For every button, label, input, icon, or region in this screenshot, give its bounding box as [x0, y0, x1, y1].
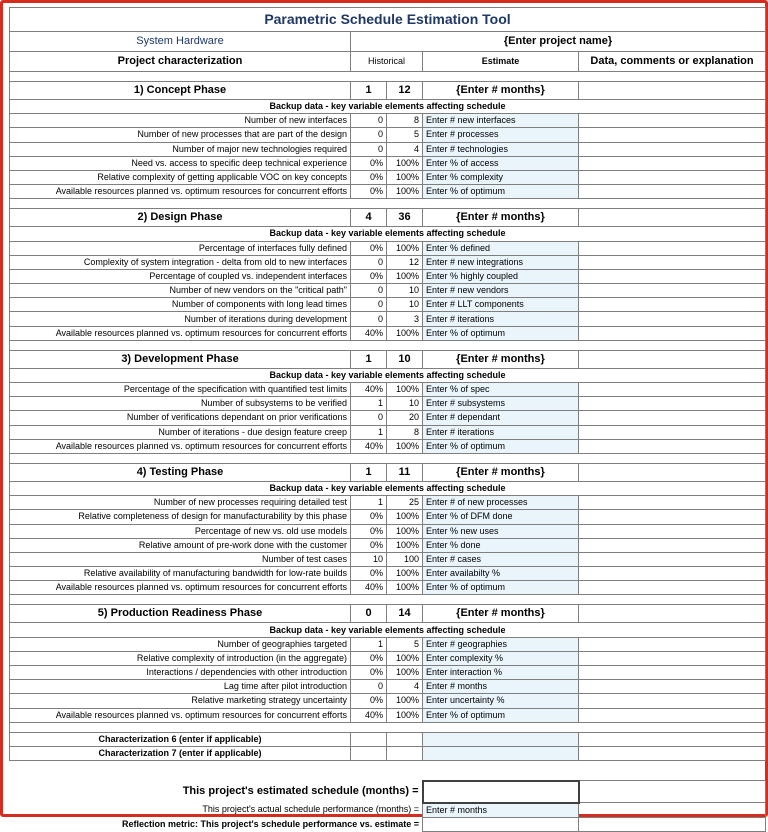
variable-label: Lag time after pilot introduction	[10, 680, 351, 694]
estimate-input[interactable]: Enter % defined	[423, 241, 579, 255]
table-row	[10, 666, 766, 680]
historical-high: 10	[387, 397, 423, 411]
historical-high: 10	[387, 298, 423, 312]
spacer-cell	[10, 722, 766, 732]
estimated-comment[interactable]	[579, 781, 766, 803]
table-row	[10, 411, 766, 425]
phase-estimate-months[interactable]: {Enter # months}	[423, 209, 579, 227]
backup-heading: Backup data - key variable elements affecting schedule	[10, 100, 766, 114]
historical-low: 0	[351, 255, 387, 269]
variable-label: Available resources planned vs. optimum resources for concurrent efforts	[10, 185, 351, 199]
table-row	[10, 156, 766, 170]
phase-historical-high: 36	[387, 209, 423, 227]
variable-label: Available resources planned vs. optimum resources for concurrent efforts	[10, 326, 351, 340]
spacer-cell	[10, 340, 766, 350]
spacer-cell	[10, 761, 766, 771]
historical-low: 0%	[351, 694, 387, 708]
table-row	[10, 298, 766, 312]
backup-heading-row	[10, 481, 766, 495]
historical-low: 0%	[351, 185, 387, 199]
spacer-row	[10, 771, 766, 781]
spacer-row	[10, 340, 766, 350]
actual-schedule-input[interactable]: Enter # months	[423, 803, 579, 818]
spacer-row	[10, 199, 766, 209]
estimate-input[interactable]: Enter complexity %	[423, 651, 579, 665]
variable-label: Relative complexity of getting applicable VOC on key concepts	[10, 170, 351, 184]
comment-cell[interactable]	[579, 255, 766, 269]
estimate-input[interactable]: Enter # technologies	[423, 142, 579, 156]
estimate-input[interactable]: Enter % done	[423, 538, 579, 552]
spacer-cell	[10, 72, 766, 82]
historical-high: 25	[387, 496, 423, 510]
historical-low: 0	[351, 284, 387, 298]
variable-label: Percentage of new vs. old use models	[10, 524, 351, 538]
page-title: Parametric Schedule Estimation Tool	[10, 8, 766, 32]
comment-cell[interactable]	[579, 156, 766, 170]
historical-low: 0%	[351, 241, 387, 255]
table-row	[10, 284, 766, 298]
backup-heading: Backup data - key variable elements affecting schedule	[10, 227, 766, 241]
historical-high: 100%	[387, 383, 423, 397]
actual-comment[interactable]	[579, 803, 766, 818]
phase-comment-cell[interactable]	[579, 82, 766, 100]
variable-label: Number of new processes requiring detailed test	[10, 496, 351, 510]
comment-cell[interactable]	[579, 170, 766, 184]
variable-label: Interactions / dependencies with other introduction	[10, 666, 351, 680]
spacer-row	[10, 72, 766, 82]
estimated-schedule-row	[10, 781, 766, 803]
historical-low: 0	[351, 411, 387, 425]
comment-cell[interactable]	[579, 326, 766, 340]
characterization-6-row	[10, 732, 766, 746]
comment-cell[interactable]	[579, 411, 766, 425]
variable-label: Number of verifications dependant on prior verifications	[10, 411, 351, 425]
phase-historical-high: 14	[387, 605, 423, 623]
historical-high: 100%	[387, 581, 423, 595]
phase-title: 2) Design Phase	[10, 209, 351, 227]
phase-estimate-months[interactable]: {Enter # months}	[423, 605, 579, 623]
estimate-input[interactable]: Enter % of access	[423, 156, 579, 170]
spacer-cell	[10, 771, 766, 781]
char7-high[interactable]	[387, 746, 423, 760]
phase-estimate-months[interactable]: {Enter # months}	[423, 82, 579, 100]
historical-low: 0	[351, 142, 387, 156]
char7-comment[interactable]	[579, 746, 766, 760]
spacer-row	[10, 722, 766, 732]
phase-row	[10, 463, 766, 481]
estimate-input[interactable]: Enter availabilty %	[423, 567, 579, 581]
phase-title: 5) Production Readiness Phase	[10, 605, 351, 623]
phase-title: 3) Development Phase	[10, 350, 351, 368]
historical-high: 4	[387, 680, 423, 694]
char6-comment[interactable]	[579, 732, 766, 746]
variable-label: Percentage of coupled vs. independent interfaces	[10, 269, 351, 283]
estimate-input[interactable]: Enter % of spec	[423, 383, 579, 397]
phase-historical-low: 1	[351, 82, 387, 100]
phase-historical-low: 1	[351, 463, 387, 481]
comment-cell[interactable]	[579, 185, 766, 199]
variable-label: Relative marketing strategy uncertainty	[10, 694, 351, 708]
variable-label: Relative availability of manufacturing bandwidth for low-rate builds	[10, 567, 351, 581]
historical-low: 1	[351, 637, 387, 651]
estimate-input[interactable]: Enter uncertainty %	[423, 694, 579, 708]
historical-high: 5	[387, 637, 423, 651]
estimated-schedule-output	[423, 781, 579, 803]
table-row	[10, 510, 766, 524]
comment-cell[interactable]	[579, 581, 766, 595]
backup-heading-row	[10, 100, 766, 114]
historical-low: 0%	[351, 666, 387, 680]
estimated-schedule-label: This project's estimated schedule (months) =	[182, 785, 419, 798]
estimate-input[interactable]: Enter % complexity	[423, 170, 579, 184]
variable-label: Number of major new technologies required	[10, 142, 351, 156]
variable-label: Available resources planned vs. optimum resources for concurrent efforts	[10, 581, 351, 595]
comment-cell[interactable]	[579, 637, 766, 651]
spacer-row	[10, 761, 766, 771]
comment-cell[interactable]	[579, 538, 766, 552]
phase-historical-high: 12	[387, 82, 423, 100]
table-row	[10, 326, 766, 340]
table-row	[10, 312, 766, 326]
phase-comment-cell[interactable]	[579, 605, 766, 623]
comment-cell[interactable]	[579, 269, 766, 283]
phase-row	[10, 82, 766, 100]
variable-label: Number of new processes that are part of the design	[10, 128, 351, 142]
historical-low: 0%	[351, 524, 387, 538]
comment-cell[interactable]	[579, 708, 766, 722]
historical-low: 40%	[351, 383, 387, 397]
estimate-input[interactable]: Enter % new uses	[423, 524, 579, 538]
historical-high: 10	[387, 284, 423, 298]
estimate-input[interactable]: Enter % of optimum	[423, 326, 579, 340]
historical-high: 4	[387, 142, 423, 156]
variable-label: Relative amount of pre-work done with the customer	[10, 538, 351, 552]
historical-low: 1	[351, 425, 387, 439]
historical-low: 10	[351, 552, 387, 566]
phase-comment-cell[interactable]	[579, 350, 766, 368]
estimate-input[interactable]: Enter % of optimum	[423, 439, 579, 453]
phase-title: 1) Concept Phase	[10, 82, 351, 100]
char6-estimate[interactable]	[423, 732, 579, 746]
table-row	[10, 651, 766, 665]
historical-high: 20	[387, 411, 423, 425]
estimate-input[interactable]: Enter # new integrations	[423, 255, 579, 269]
comment-cell[interactable]	[579, 439, 766, 453]
reflection-metric-label: Reflection metric: This project's schedule performance vs. estimate =	[122, 818, 419, 829]
actual-schedule-label: This project's actual schedule performance (months) =	[202, 804, 419, 815]
variable-label: Number of test cases	[10, 552, 351, 566]
historical-low: 0	[351, 298, 387, 312]
phase-historical-high: 11	[387, 463, 423, 481]
characterization-7-row	[10, 746, 766, 760]
historical-high: 8	[387, 425, 423, 439]
table-row	[10, 142, 766, 156]
char6-high[interactable]	[387, 732, 423, 746]
estimate-input[interactable]: Enter # new vendors	[423, 284, 579, 298]
char7-low[interactable]	[351, 746, 387, 760]
historical-high: 100%	[387, 708, 423, 722]
historical-high: 100%	[387, 666, 423, 680]
title-row	[10, 8, 766, 32]
comment-cell[interactable]	[579, 666, 766, 680]
backup-heading-row	[10, 623, 766, 637]
characterization-7-label: Characterization 7 (enter if applicable)	[10, 746, 351, 760]
phase-historical-low: 4	[351, 209, 387, 227]
table-row	[10, 708, 766, 722]
phase-row	[10, 350, 766, 368]
historical-low: 0	[351, 680, 387, 694]
variable-label: Number of iterations - due design feature creep	[10, 425, 351, 439]
actual-schedule-row	[10, 803, 766, 818]
historical-low: 40%	[351, 581, 387, 595]
estimation-sheet	[9, 7, 766, 832]
estimate-input[interactable]: Enter # cases	[423, 552, 579, 566]
table-row	[10, 241, 766, 255]
historical-low: 40%	[351, 439, 387, 453]
spacer-row	[10, 453, 766, 463]
historical-high: 5	[387, 128, 423, 142]
historical-low: 1	[351, 397, 387, 411]
table-row	[10, 114, 766, 128]
comment-cell[interactable]	[579, 680, 766, 694]
table-row	[10, 170, 766, 184]
historical-high: 100%	[387, 326, 423, 340]
historical-low: 0	[351, 128, 387, 142]
table-row	[10, 637, 766, 651]
historical-high: 100%	[387, 185, 423, 199]
backup-heading-row	[10, 227, 766, 241]
reflection-comment[interactable]	[579, 817, 766, 831]
comment-cell[interactable]	[579, 284, 766, 298]
backup-heading: Backup data - key variable elements affecting schedule	[10, 368, 766, 382]
table-row	[10, 439, 766, 453]
comment-cell[interactable]	[579, 142, 766, 156]
variable-label: Number of new interfaces	[10, 114, 351, 128]
historical-low: 0%	[351, 156, 387, 170]
spacer-cell	[10, 199, 766, 209]
variable-label: Relative completeness of design for manufacturability by this phase	[10, 510, 351, 524]
estimate-input[interactable]: Enter % of DFM done	[423, 510, 579, 524]
column-header-row	[10, 52, 766, 72]
historical-high: 100%	[387, 567, 423, 581]
table-row	[10, 128, 766, 142]
historical-low: 0%	[351, 651, 387, 665]
table-row	[10, 524, 766, 538]
variable-label: Number of components with long lead times	[10, 298, 351, 312]
comment-cell[interactable]	[579, 241, 766, 255]
historical-low: 0%	[351, 510, 387, 524]
historical-low: 0	[351, 114, 387, 128]
historical-high: 100%	[387, 269, 423, 283]
historical-high: 100%	[387, 241, 423, 255]
reflection-metric-output	[423, 817, 579, 831]
table-row	[10, 269, 766, 283]
historical-high: 100%	[387, 170, 423, 184]
historical-low: 0%	[351, 269, 387, 283]
historical-low: 0%	[351, 567, 387, 581]
historical-header: Historical	[351, 52, 423, 72]
table-row	[10, 185, 766, 199]
table-row	[10, 496, 766, 510]
char6-low[interactable]	[351, 732, 387, 746]
reflection-row	[10, 817, 766, 831]
phase-historical-low: 1	[351, 350, 387, 368]
comment-cell[interactable]	[579, 298, 766, 312]
system-hardware-label: System Hardware	[10, 32, 351, 52]
estimate-input[interactable]: Enter interaction %	[423, 666, 579, 680]
comment-cell[interactable]	[579, 383, 766, 397]
phase-historical-low: 0	[351, 605, 387, 623]
historical-high: 8	[387, 114, 423, 128]
phase-comment-cell[interactable]	[579, 209, 766, 227]
estimate-input[interactable]: Enter % highly coupled	[423, 269, 579, 283]
estimate-header: Estimate	[423, 52, 579, 72]
spacer-cell	[10, 453, 766, 463]
phase-comment-cell[interactable]	[579, 463, 766, 481]
phase-row	[10, 209, 766, 227]
phase-historical-high: 10	[387, 350, 423, 368]
estimate-input[interactable]: Enter # LLT components	[423, 298, 579, 312]
variable-label: Available resources planned vs. optimum resources for concurrent efforts	[10, 708, 351, 722]
phase-estimate-months[interactable]: {Enter # months}	[423, 350, 579, 368]
historical-high: 3	[387, 312, 423, 326]
historical-high: 100%	[387, 524, 423, 538]
estimate-input[interactable]: Enter % of optimum	[423, 708, 579, 722]
comment-cell[interactable]	[579, 651, 766, 665]
comment-cell[interactable]	[579, 397, 766, 411]
comment-cell[interactable]	[579, 694, 766, 708]
estimate-input[interactable]: Enter # subsystems	[423, 397, 579, 411]
historical-high: 100	[387, 552, 423, 566]
project-name-field[interactable]: {Enter project name}	[351, 32, 766, 52]
historical-low: 0%	[351, 170, 387, 184]
estimate-input[interactable]: Enter # iterations	[423, 425, 579, 439]
backup-heading-row	[10, 368, 766, 382]
comment-cell[interactable]	[579, 496, 766, 510]
estimate-input[interactable]: Enter # dependant	[423, 411, 579, 425]
comment-cell[interactable]	[579, 128, 766, 142]
spacer-row	[10, 595, 766, 605]
historical-high: 12	[387, 255, 423, 269]
historical-high: 100%	[387, 538, 423, 552]
table-row	[10, 397, 766, 411]
spacer-cell	[10, 595, 766, 605]
table-row	[10, 552, 766, 566]
table-row	[10, 694, 766, 708]
table-row	[10, 538, 766, 552]
estimate-input[interactable]: Enter # months	[423, 680, 579, 694]
variable-label: Percentage of the specification with quantified test limits	[10, 383, 351, 397]
comment-cell[interactable]	[579, 552, 766, 566]
estimate-input[interactable]: Enter # processes	[423, 128, 579, 142]
historical-high: 100%	[387, 694, 423, 708]
backup-heading: Backup data - key variable elements affecting schedule	[10, 623, 766, 637]
table-row	[10, 680, 766, 694]
table-row	[10, 425, 766, 439]
variable-label: Need vs. access to specific deep technical experience	[10, 156, 351, 170]
table-row	[10, 255, 766, 269]
estimate-input[interactable]: Enter # geographies	[423, 637, 579, 651]
estimate-input[interactable]: Enter # iterations	[423, 312, 579, 326]
comment-cell[interactable]	[579, 567, 766, 581]
variable-label: Number of iterations during development	[10, 312, 351, 326]
variable-label: Number of new vendors on the "critical path"	[10, 284, 351, 298]
variable-label: Number of geographies targeted	[10, 637, 351, 651]
estimate-input[interactable]: Enter % of optimum	[423, 581, 579, 595]
variable-label: Complexity of system integration - delta from old to new interfaces	[10, 255, 351, 269]
historical-low: 0	[351, 312, 387, 326]
variable-label: Number of subsystems to be verified	[10, 397, 351, 411]
comment-cell[interactable]	[579, 510, 766, 524]
variable-label: Available resources planned vs. optimum resources for concurrent efforts	[10, 439, 351, 453]
comments-header: Data, comments or explanation	[579, 52, 766, 72]
estimate-input[interactable]: Enter # new interfaces	[423, 114, 579, 128]
estimate-input[interactable]: Enter % of optimum	[423, 185, 579, 199]
table-row	[10, 383, 766, 397]
estimate-input[interactable]: Enter # of new processes	[423, 496, 579, 510]
historical-low: 40%	[351, 326, 387, 340]
table-row	[10, 567, 766, 581]
comment-cell[interactable]	[579, 425, 766, 439]
phase-row	[10, 605, 766, 623]
historical-low: 1	[351, 496, 387, 510]
variable-label: Percentage of interfaces fully defined	[10, 241, 351, 255]
historical-high: 100%	[387, 156, 423, 170]
phase-estimate-months[interactable]: {Enter # months}	[423, 463, 579, 481]
comment-cell[interactable]	[579, 524, 766, 538]
backup-heading: Backup data - key variable elements affecting schedule	[10, 481, 766, 495]
historical-high: 100%	[387, 651, 423, 665]
variable-label: Relative complexity of introduction (in the aggregate)	[10, 651, 351, 665]
system-row	[10, 32, 766, 52]
comment-cell[interactable]	[579, 312, 766, 326]
comment-cell[interactable]	[579, 114, 766, 128]
historical-low: 40%	[351, 708, 387, 722]
phase-title: 4) Testing Phase	[10, 463, 351, 481]
table-row	[10, 581, 766, 595]
historical-high: 100%	[387, 510, 423, 524]
historical-low: 0%	[351, 538, 387, 552]
char7-estimate[interactable]	[423, 746, 579, 760]
characterization-6-label: Characterization 6 (enter if applicable)	[10, 732, 351, 746]
project-characterization-header: Project characterization	[10, 52, 351, 72]
historical-high: 100%	[387, 439, 423, 453]
